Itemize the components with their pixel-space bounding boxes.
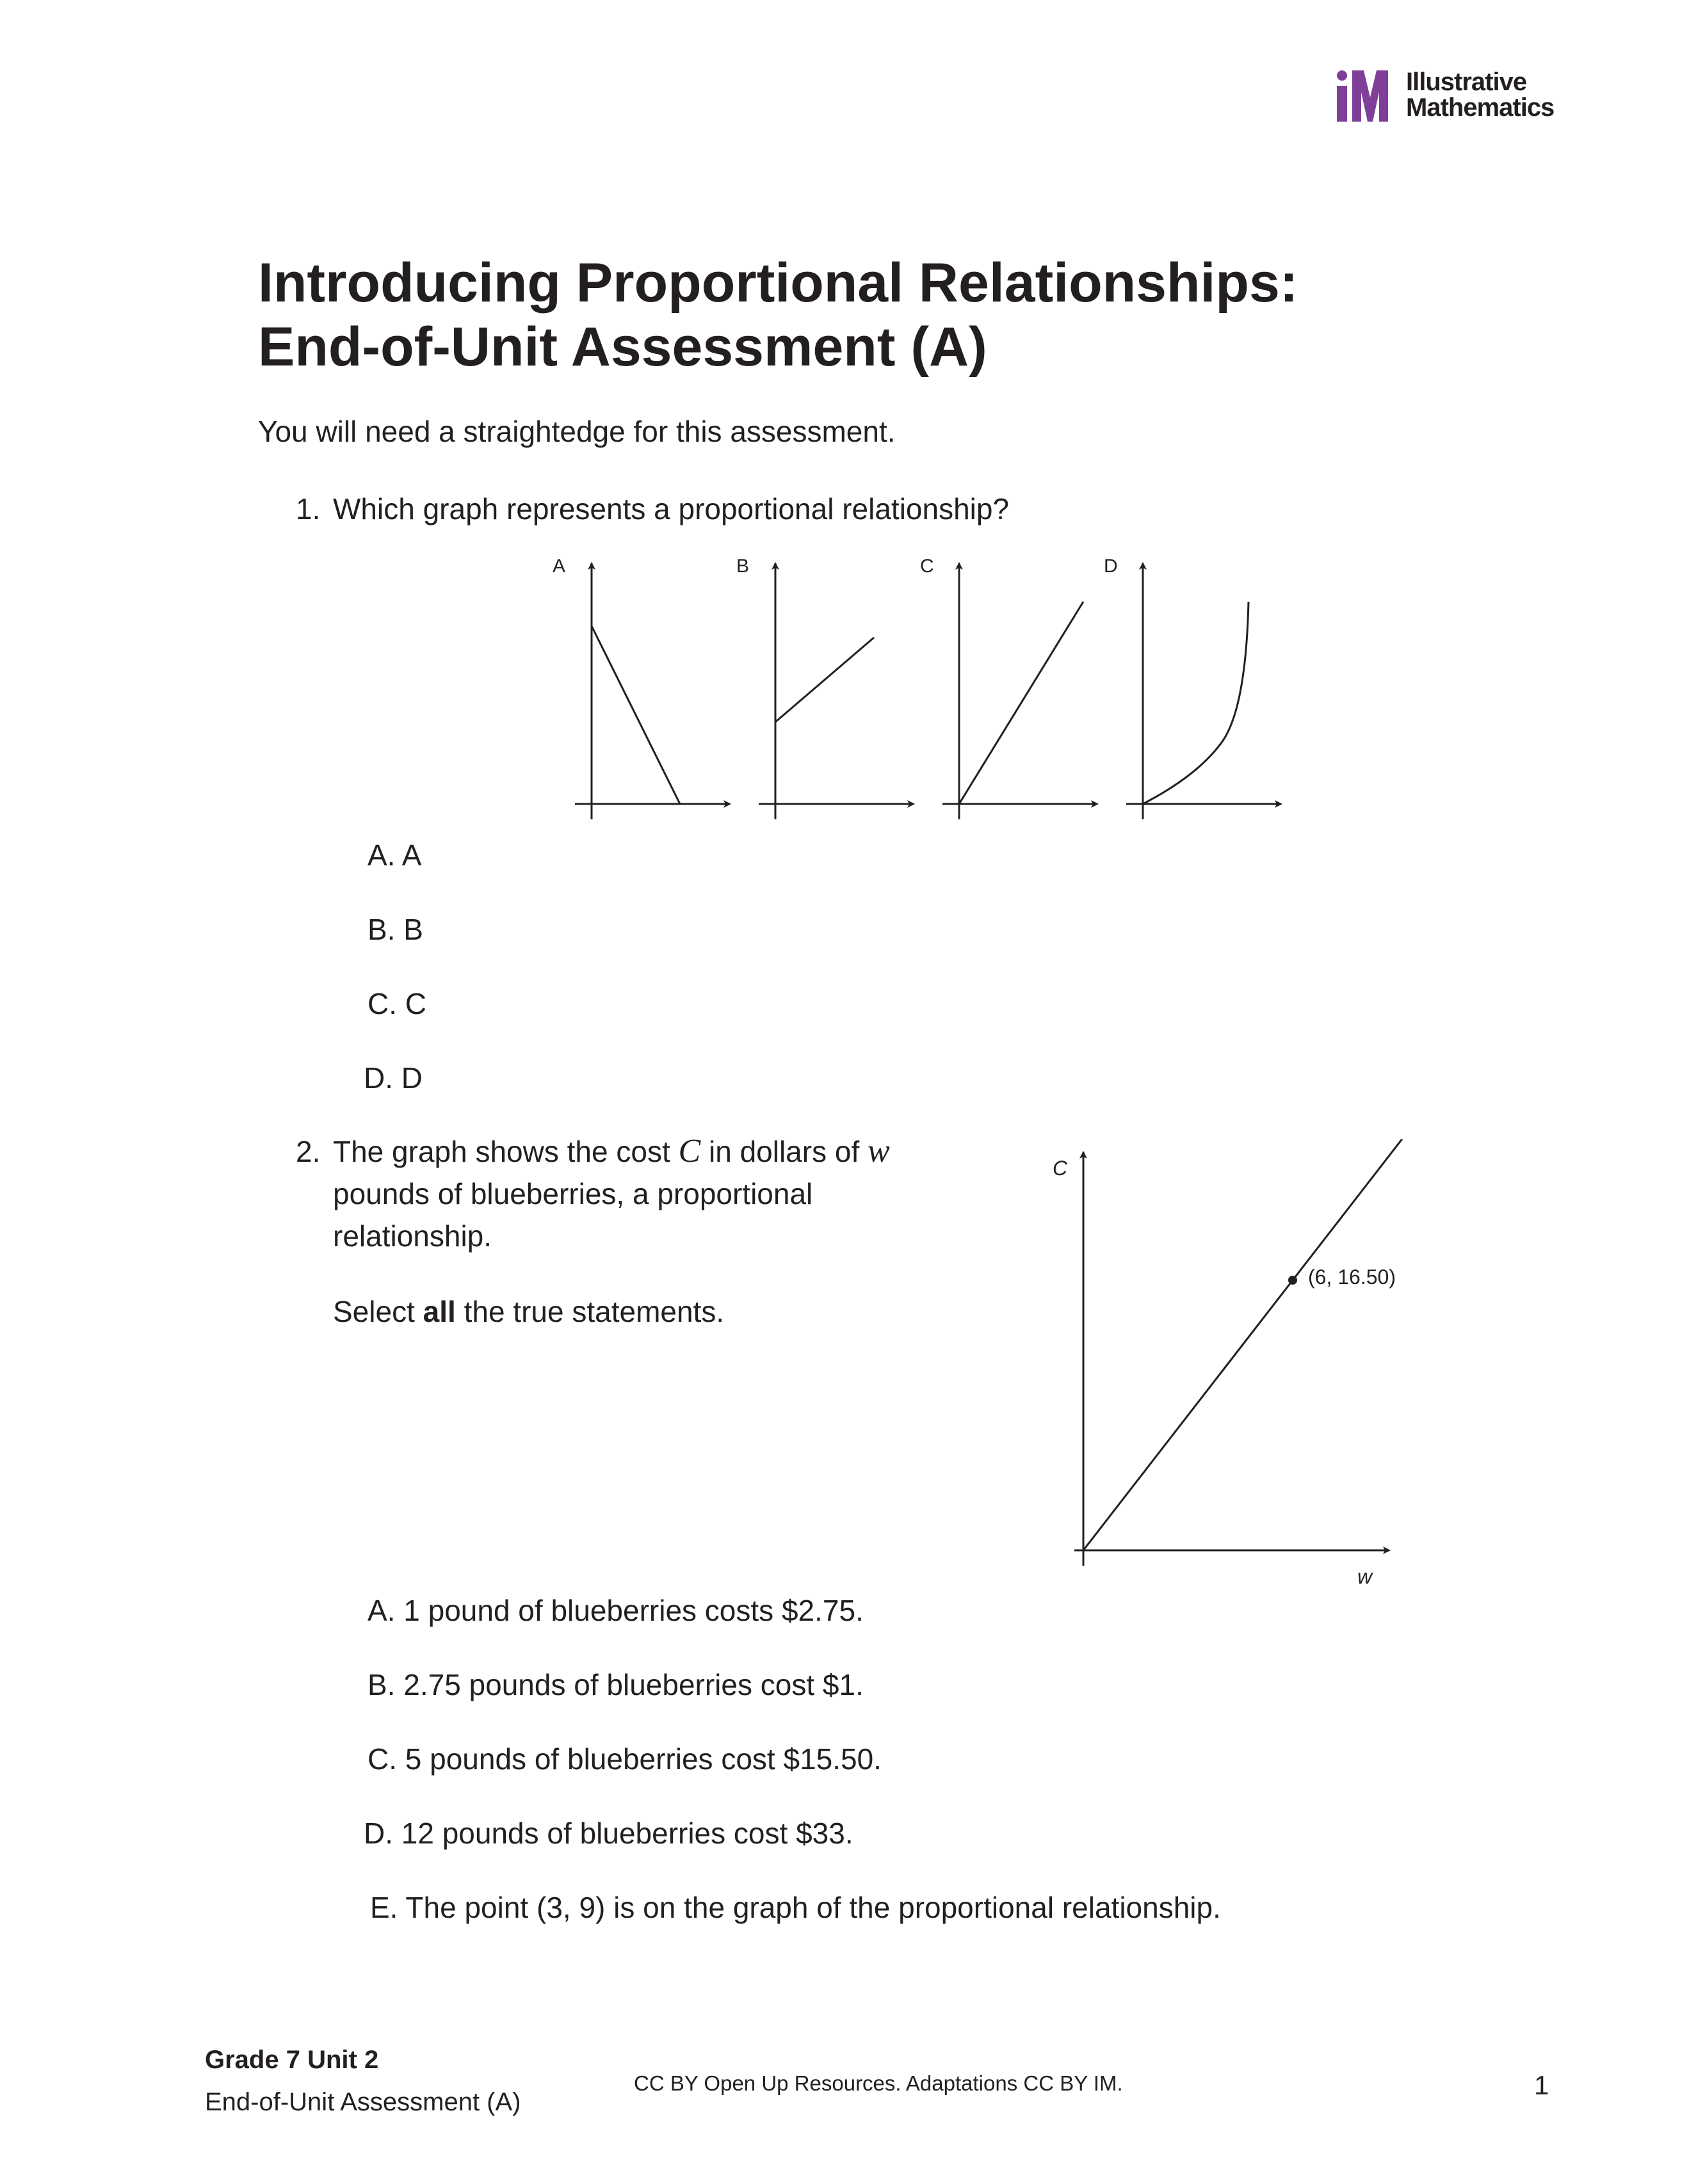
page-number: 1	[1534, 2070, 1549, 2100]
question-number: 2.	[296, 1135, 321, 1168]
q1-option-c[interactable]	[368, 986, 426, 1022]
q2-x-axis-label: w	[1357, 1565, 1373, 1587]
footer-license: CC BY Open Up Resources. Adaptations CC BY IM.	[634, 2071, 1123, 2095]
q2-data-point	[1288, 1276, 1297, 1285]
var-c: C	[678, 1133, 701, 1169]
graph-b-line	[775, 638, 874, 722]
option-letter: A.	[368, 839, 396, 872]
option-letter: B.	[368, 913, 396, 946]
q1-option-d[interactable]	[364, 1060, 423, 1096]
select-after: the true statements.	[464, 1295, 725, 1328]
option-letter: C.	[368, 1742, 397, 1776]
graph-b-label: B	[736, 556, 750, 577]
q1-graphs	[551, 550, 1306, 832]
select-before: Select	[333, 1295, 415, 1328]
graph-d-label: D	[1104, 556, 1118, 577]
title-line1: Introducing Proportional Relationships:	[258, 252, 1298, 314]
q2-y-axis-label: C	[1053, 1157, 1068, 1180]
graph-c-line	[959, 602, 1083, 804]
q1-option-b[interactable]	[368, 911, 423, 947]
option-letter: B.	[368, 1668, 396, 1701]
option-text: A	[401, 839, 422, 872]
logo-line2: Mathematics	[1406, 93, 1555, 122]
option-letter: A.	[368, 1594, 396, 1627]
q2-select-instruction	[333, 1290, 724, 1333]
question-number: 1.	[296, 492, 321, 526]
option-text: 2.75 pounds of blueberries cost $1.	[403, 1668, 864, 1701]
option-text: 5 pounds of blueberries cost $15.50.	[405, 1742, 882, 1776]
var-w: w	[868, 1133, 890, 1169]
graph-b	[736, 556, 914, 819]
q2-option-c[interactable]	[368, 1741, 882, 1777]
logo-line1: Illustrative	[1406, 68, 1527, 96]
graph-d	[1104, 556, 1281, 819]
graph-c-label: C	[920, 556, 934, 577]
graph-a-line	[592, 626, 680, 804]
graph-d-curve	[1143, 602, 1248, 804]
option-letter: E.	[370, 1891, 398, 1924]
option-text: C	[405, 987, 427, 1020]
q2-prompt-mid: in dollars of	[708, 1135, 860, 1168]
question-2-line1	[296, 1130, 1000, 1173]
footer-assessment: End-of-Unit Assessment (A)	[205, 2088, 521, 2116]
option-text: D	[401, 1061, 423, 1095]
logo-mark-icon	[1334, 70, 1388, 122]
question-2	[296, 1130, 1000, 1257]
logo-wordmark	[1406, 69, 1554, 120]
graph-a	[553, 556, 730, 819]
q2-graph	[1024, 1139, 1409, 1587]
q2-prompt-line3: relationship.	[333, 1219, 492, 1253]
footer-grade: Grade 7 Unit 2	[205, 2046, 379, 2074]
option-letter: C.	[368, 987, 397, 1020]
option-text: The point (3, 9) is on the graph of the proportional relationship.	[405, 1891, 1221, 1924]
title-line2: End-of-Unit Assessment (A)	[258, 316, 987, 378]
q1-option-a[interactable]	[368, 837, 421, 873]
q2-series-line	[1083, 1139, 1409, 1550]
q2-option-a[interactable]	[368, 1593, 864, 1628]
question-1	[296, 488, 1009, 530]
q2-prompt-start: The graph shows the cost	[333, 1135, 670, 1168]
option-text: 12 pounds of blueberries cost $33.	[401, 1817, 853, 1850]
option-text: 1 pound of blueberries costs $2.75.	[403, 1594, 864, 1627]
q2-option-e[interactable]	[370, 1890, 1221, 1925]
q2-prompt-line2: pounds of blueberries, a proportional	[333, 1177, 813, 1210]
question-prompt: Which graph represents a proportional relationship?	[333, 492, 1010, 526]
q2-option-b[interactable]	[368, 1667, 864, 1703]
q2-option-d[interactable]	[364, 1815, 853, 1851]
option-letter: D.	[364, 1817, 393, 1850]
page-title	[258, 251, 1475, 379]
option-text: B	[403, 913, 423, 946]
graph-a-label: A	[553, 556, 566, 577]
q2-point-label: (6, 16.50)	[1308, 1265, 1396, 1289]
graph-c	[920, 556, 1097, 819]
select-bold: all	[423, 1295, 456, 1328]
option-letter: D.	[364, 1061, 393, 1095]
intro-text: You will need a straightedge for this assessment.	[258, 415, 896, 448]
